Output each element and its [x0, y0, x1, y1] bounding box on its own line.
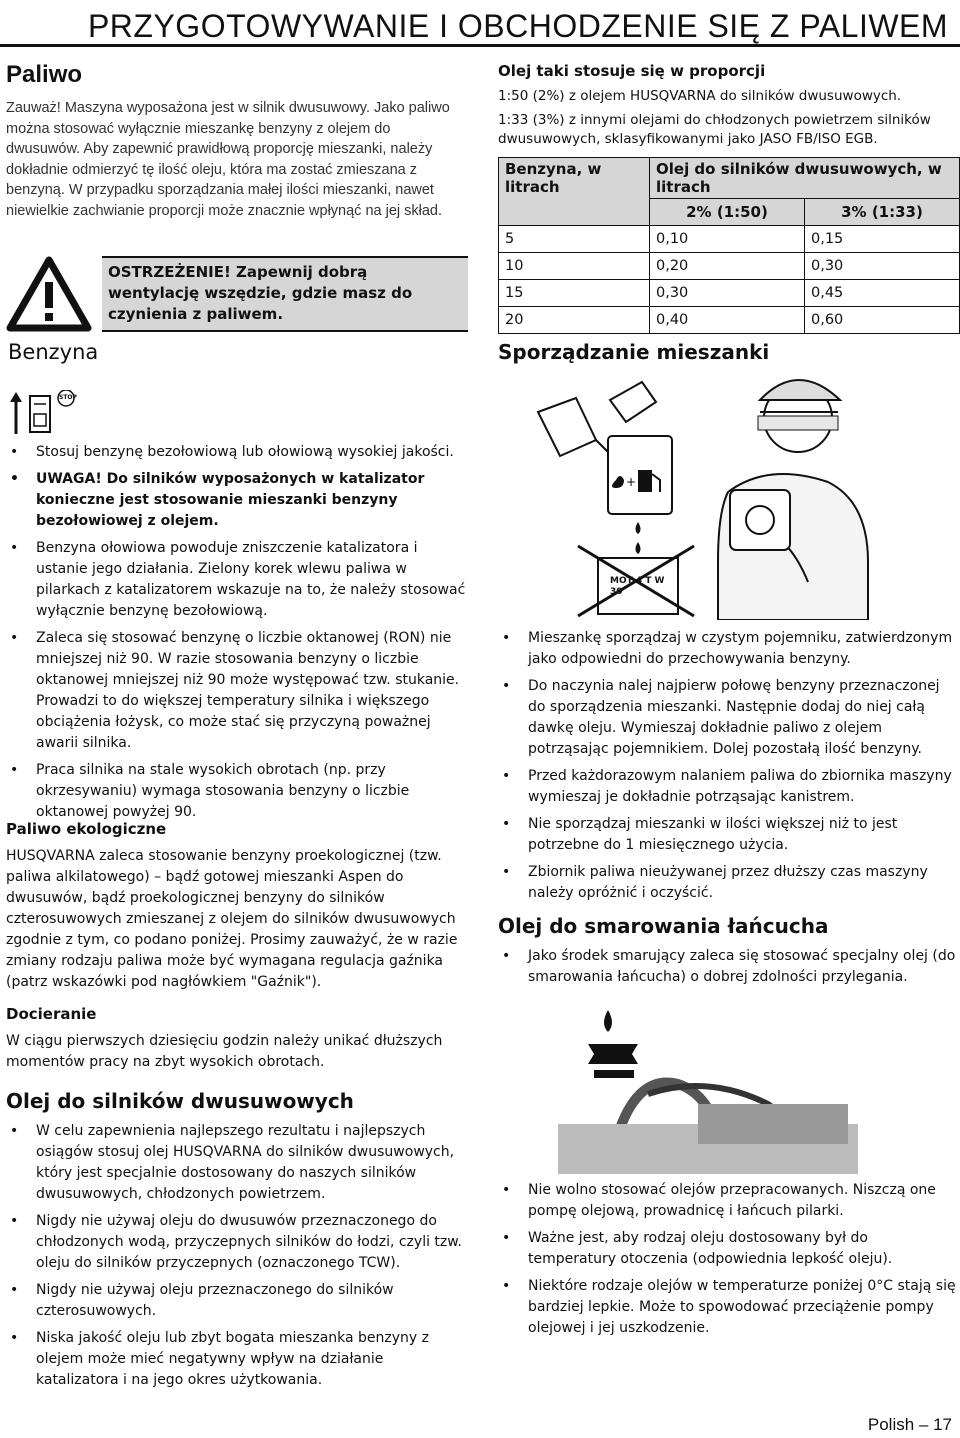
- eco-text: HUSQVARNA zaleca stosowanie benzyny proekologicznej (tzw. paliwa alkilatowego) – bądź gotowej mieszanki Aspen do dwusuwów, bądź proekologicznej benzyny do silników czterosuwowych zmieszanej z olejem do silników dwusuwowych zgodnie z tym, co podano poniżej. Prosimy zauważyć, że w razie zmiany rodzaju paliwa może być wymagana regulacja gaźnika (patrz wskazówki pod nagłówkiem "Gaźnik").: [6, 848, 458, 990]
- list-item: • Stosuj benzynę bezołowiową lub ołowiową wysokiej jakości.: [6, 442, 466, 463]
- list-item: • Nie wolno stosować olejów przepracowanych. Niszczą one pompę olejową, prowadnicę i łańcuch pilarki.: [498, 1180, 960, 1222]
- canister-label: MOT 4 T W 30: [610, 576, 665, 597]
- list-item: • Jako środek smarujący zaleca się stosować specjalny olej (do smarowania łańcucha) o dobrej zdolności przylegania.: [498, 946, 960, 988]
- table-row: 5 0,10 0,15: [499, 226, 960, 253]
- left-column: [6, 60, 466, 1388]
- mixing-heading: Sporządzanie mieszanki: [498, 340, 770, 364]
- page-footer: Polish – 17: [867, 1415, 952, 1434]
- chain-oil-intro-list: [498, 946, 960, 988]
- list-item: • Przed każdorazowym nalaniem paliwa do zbiornika maszyny wymieszaj je dokładnie potrząsając kanistrem.: [498, 766, 960, 808]
- list-item: • Ważne jest, aby rodzaj oleju dostosowany był do temperatury otoczenia (odpowiednia lepkość oleju).: [498, 1228, 960, 1270]
- table-header-oil: Olej do silników dwusuwowych, w litrach: [650, 158, 960, 199]
- warning-triangle-icon: [6, 256, 92, 334]
- list-item: • Niska jakość oleju lub zbyt bogata mieszanka benzyny z olejem może mieć negatywny wpływ na działanie katalizatora i na jego okres użytkowania.: [6, 1328, 466, 1391]
- page-title: PRZYGOTOWYWANIE I OBCHODZENIE SIĘ Z PALIWEM: [87, 8, 949, 44]
- eco-heading: Paliwo ekologiczne: [6, 820, 167, 838]
- list-item: • W celu zapewnienia najlepszego rezultatu i najlepszych osiągów stosuj olej HUSQVARNA do silników dwusuwowych, który jest specjalnie dostosowany do naszych silników dwusuwowych, chłodzonych powietrzem.: [6, 1121, 466, 1205]
- table-sub-2pct: 2% (1:50): [650, 199, 805, 226]
- warning-box: [102, 256, 468, 332]
- warning-block: [6, 256, 468, 396]
- ratio-1: 1:50 (2%) z olejem HUSQVARNA do silników dwusuwowych.: [498, 88, 902, 104]
- table-row: 20 0,40 0,60: [499, 307, 960, 334]
- list-item: • Zaleca się stosować benzynę o liczbie oktanowej (RON) nie mniejszej niż 90. W razie stosowania benzyny o liczbie oktanowej mniejszej niż 90 może występować tzw. stukanie. Prowadzi to do większej temperatury silnika i większego obciążenia łożysk, co może stać się przyczyną poważnej awarii silnika.: [6, 628, 466, 754]
- stop-label: STOP: [59, 394, 77, 401]
- list-item: • Nie sporządzaj mieszanki w ilości większej niż to jest potrzebne do 1 miesięcznego użycia.: [498, 814, 960, 856]
- ratio-2: 1:33 (3%) z innymi olejami do chłodzonych powietrzem silników dwusuwowych, sklasyfikowanymi jako JASO FB/ISO EGB.: [498, 112, 931, 147]
- list-item: • UWAGA! Do silników wyposażonych w katalizator konieczne jest stosowanie mieszanki benzyny bezołowiowej z olejem.: [6, 469, 466, 532]
- title-rule: [0, 44, 960, 47]
- ratio-heading: Olej taki stosuje się w proporcji: [498, 62, 766, 80]
- list-item: • Do naczynia nalej najpierw połowę benzyny przeznaczonej do sporządzenia mieszanki. Następnie dodaj do niej całą dawkę oleju. Wymieszaj dokładnie paliwo z olejem potrząsając pojemnikiem. Dolej pozostałą ilość benzyny.: [498, 676, 960, 760]
- gasoline-label: Benzyna: [8, 340, 99, 364]
- table-row: 15 0,30 0,45: [499, 280, 960, 307]
- fuel-gauge-icon: [6, 390, 96, 438]
- list-item: • Benzyna ołowiowa powoduje zniszczenie katalizatora i ustanie jego działania. Zielony korek wlewu paliwa w pilarkach z katalizatorem wskazuje na to, że należy stosować wyłącznie benzynę bezołowiową.: [6, 538, 466, 622]
- warning-text: OSTRZEŻENIE! Zapewnij dobrą wentylację wszędzie, gdzie masz do czynienia z paliwem.: [108, 263, 413, 323]
- oil-drop-icon: [604, 1010, 612, 1032]
- breakin-text: W ciągu pierwszych dziesięciu godzin należy unikać dłuższych momentów pracy na zbyt wysokich obrotach.: [6, 1033, 443, 1070]
- list-item: • Mieszankę sporządzaj w czystym pojemniku, zatwierdzonym jako odpowiedni do przechowywania benzyny.: [498, 628, 960, 670]
- chain-oil-heading: Olej do smarowania łańcucha: [498, 914, 829, 938]
- twostroke-list: [6, 1121, 466, 1391]
- gasoline-list: [6, 442, 466, 829]
- mixing-list: [498, 628, 960, 904]
- list-item: • Nigdy nie używaj oleju przeznaczonego do silników czterosuwowych.: [6, 1280, 466, 1322]
- table-row: 10 0,20 0,30: [499, 253, 960, 280]
- list-item: • Zbiornik paliwa nieużywanej przez dłuższy czas maszyny należy opróżnić i oczyścić.: [498, 862, 960, 904]
- mixing-illustration: [498, 372, 960, 620]
- table-header-gasoline: Benzyna, w litrach: [499, 158, 650, 226]
- chain-oil-illustration: [498, 994, 960, 1180]
- table-sub-3pct: 3% (1:33): [804, 199, 959, 226]
- fuel-heading: Paliwo: [6, 61, 83, 88]
- list-item: • Nigdy nie używaj oleju do dwusuwów przeznaczonego do chłodzonych wodą, przyczepnych silników do łodzi, czyli tzw. oleju do silników przyczepnych (oznaczonego TCW).: [6, 1211, 466, 1274]
- mix-table: [498, 157, 960, 334]
- breakin-heading: Docieranie: [6, 1005, 97, 1023]
- right-column: [498, 60, 960, 1345]
- list-item: • Praca silnika na stale wysokich obrotach (np. przy okrzesywaniu) wymaga stosowania benzyny o liczbie oktanowej powyżej 90.: [6, 760, 466, 823]
- svg-text:+: +: [626, 475, 637, 489]
- list-item: • Niektóre rodzaje olejów w temperaturze poniżej 0°C stają się bardziej lepkie. Może to spowodować przeciążenie pompy olejowej i jej uszkodzenie.: [498, 1276, 960, 1339]
- chain-oil-list: [498, 1180, 960, 1339]
- twostroke-heading: Olej do silników dwusuwowych: [6, 1089, 354, 1113]
- fuel-intro: Zauważ! Maszyna wyposażona jest w silnik dwusuwowy. Jako paliwo można stosować wyłącznie mieszankę benzyny z olejem do dwusuwów. Aby zapewnić prawidłową proporcję mieszanki, należy dokładnie odmierzyć tę ilość oleju, która ma zostać zmieszana z benzyną. W przypadku sporządzania małej ilości mieszanki, nawet niewielkie zachwianie proporcji może znacznie wpłynąć na jej skład.: [6, 100, 450, 219]
